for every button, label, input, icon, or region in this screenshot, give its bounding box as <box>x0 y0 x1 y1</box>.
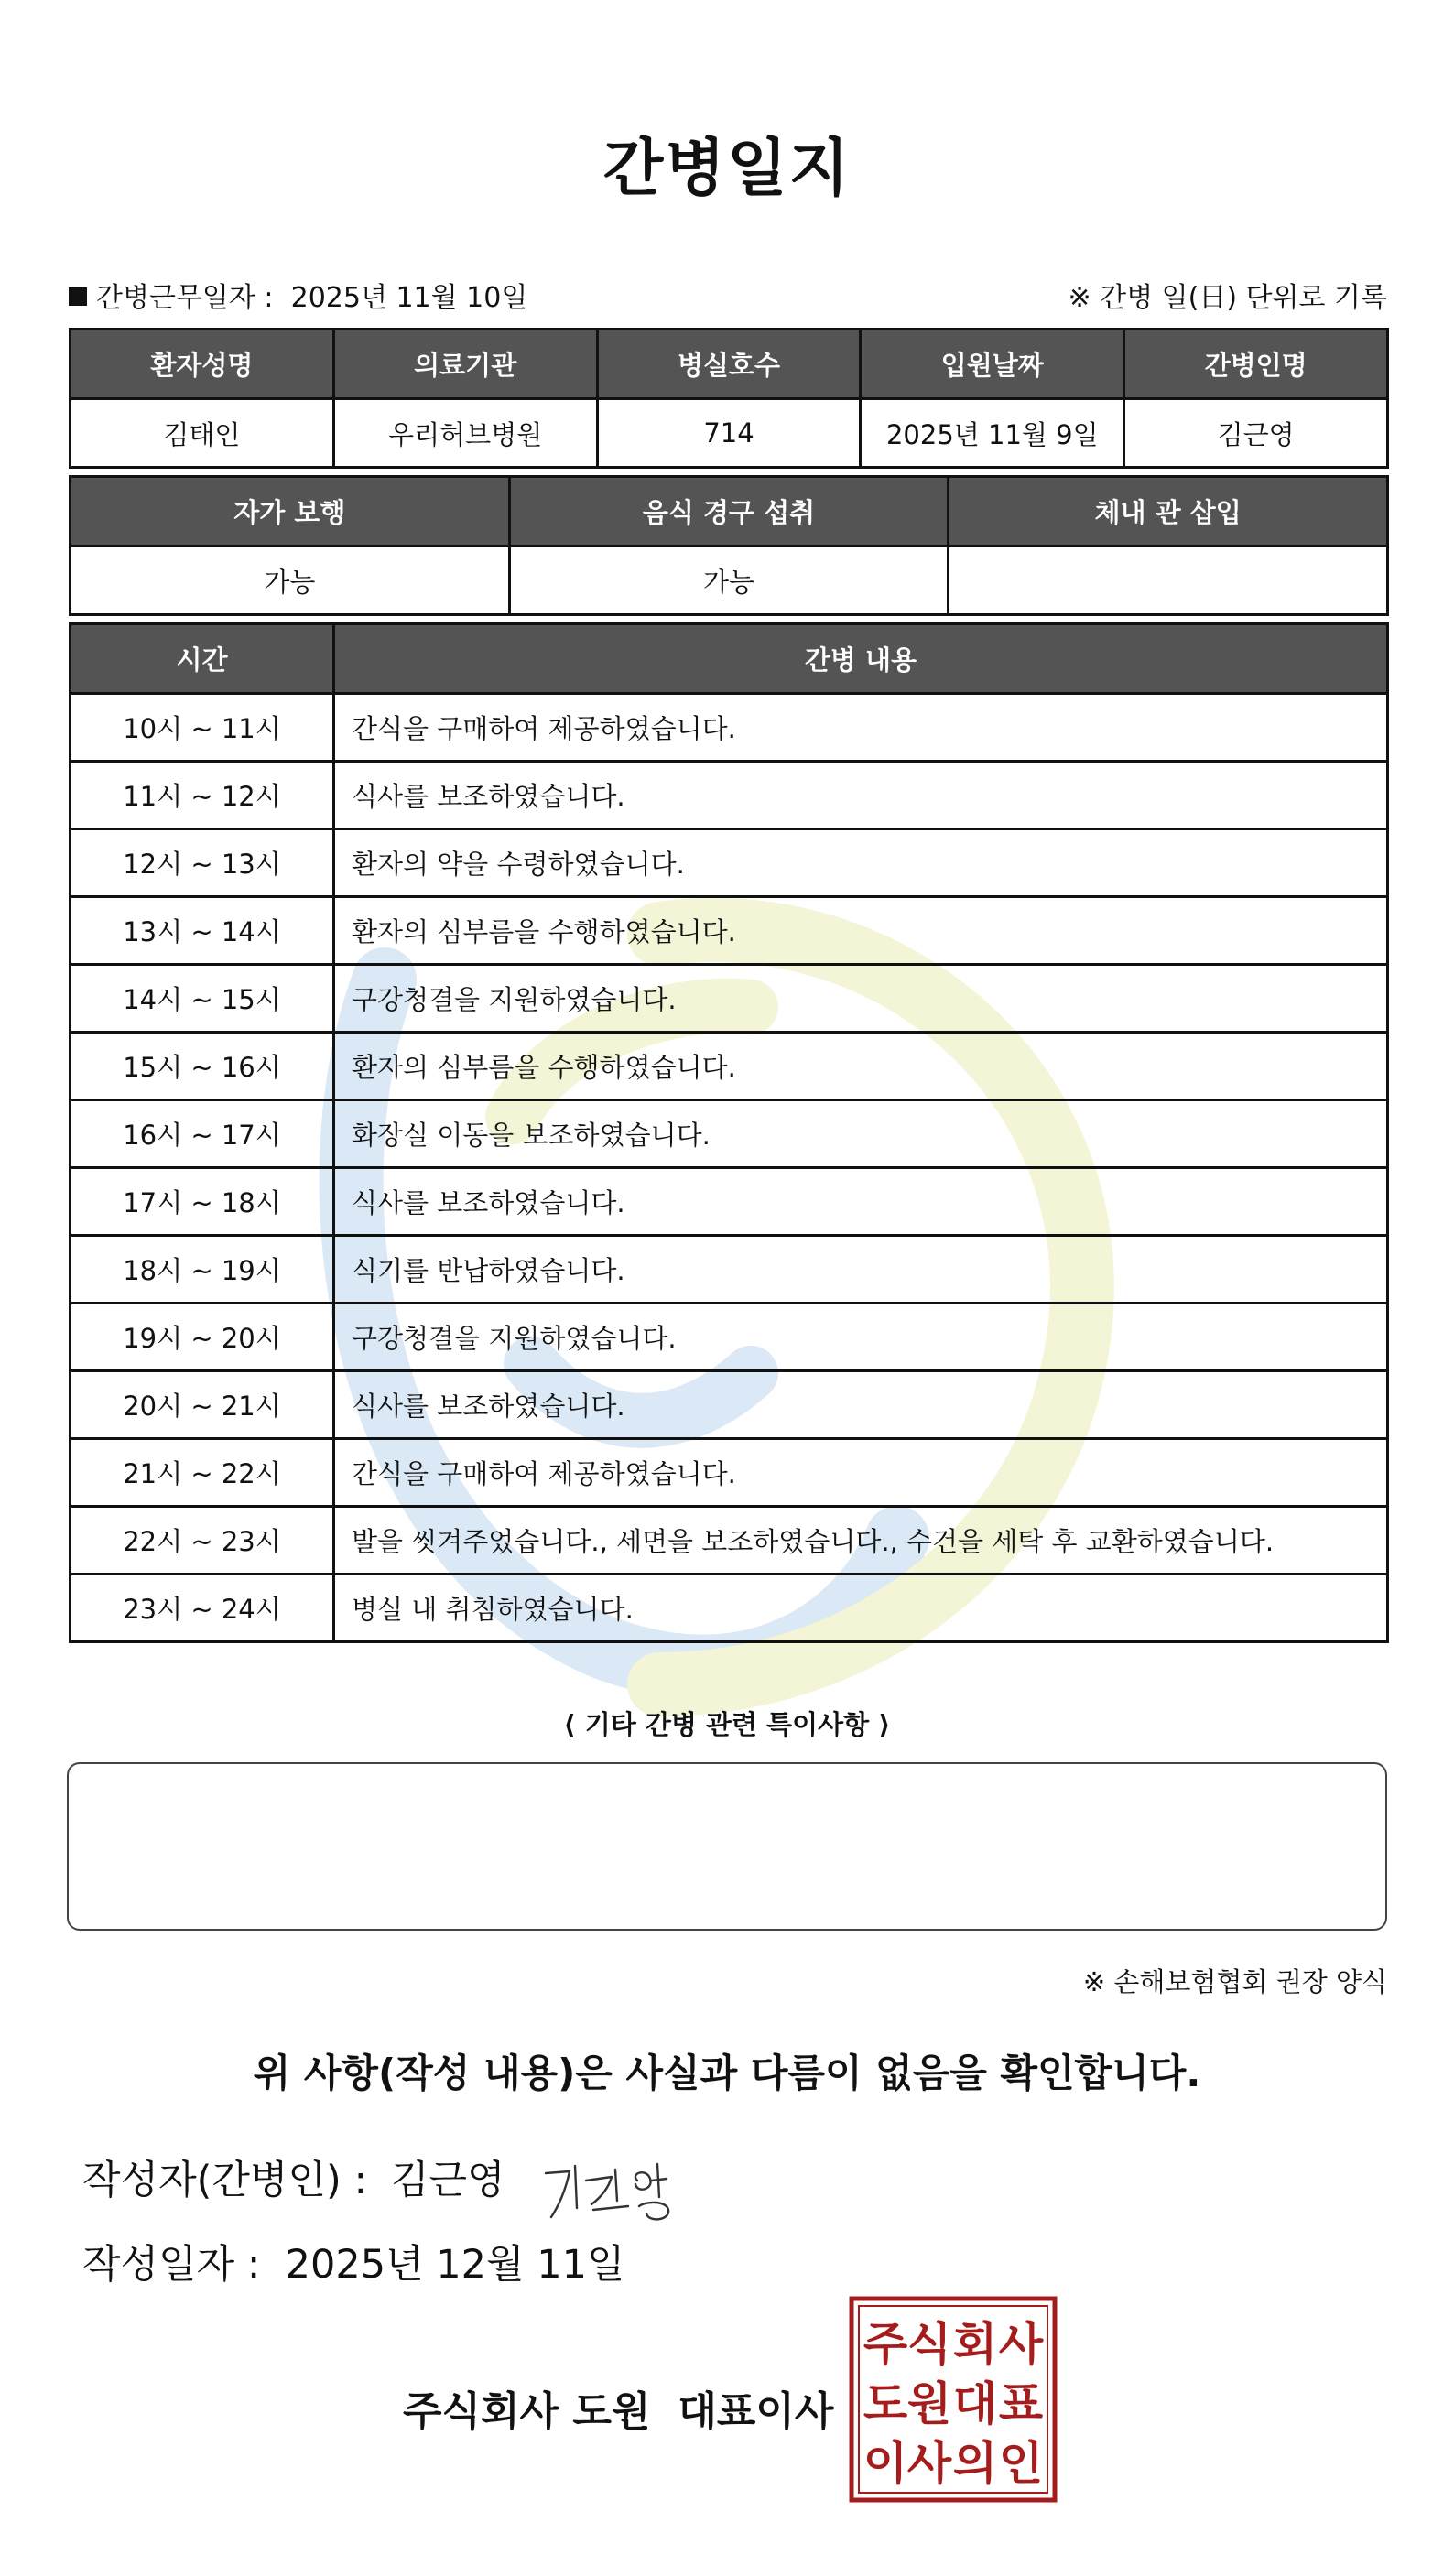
status-table <box>69 475 1389 616</box>
svg-text:대: 대 <box>952 2377 998 2430</box>
writer-line <box>82 2149 505 2205</box>
content-cell: 구강청결을 지원하였습니다. <box>334 1304 1388 1371</box>
admission-date: 2025년 11월 9일 <box>861 399 1124 468</box>
header-self-walking: 자가 보행 <box>71 477 510 547</box>
time-cell: 19시 ~ 20시 <box>71 1304 334 1371</box>
content-cell: 식기를 반납하였습니다. <box>334 1236 1388 1304</box>
table-row <box>71 1439 1388 1507</box>
svg-text:원: 원 <box>906 2377 952 2430</box>
written-date-line <box>82 2234 624 2289</box>
header-hospital: 의료기관 <box>333 330 597 399</box>
svg-text:사: 사 <box>906 2437 952 2490</box>
written-date-label: 작성일자 : <box>82 2242 261 2288</box>
header-caregiver-name: 간병인명 <box>1124 330 1388 399</box>
table-header-row <box>71 330 1388 399</box>
company-title: 대표이사 <box>678 2388 834 2435</box>
table-row <box>71 829 1388 897</box>
confirmation-statement: 위 사항(작성 내용)은 사실과 다름이 없음을 확인합니다. <box>253 2051 1201 2095</box>
patient-name: 김태인 <box>71 399 334 468</box>
svg-text:주: 주 <box>863 2318 908 2371</box>
svg-text:의: 의 <box>952 2437 998 2490</box>
content-cell: 환자의 심부름을 수행하였습니다. <box>334 897 1388 965</box>
content-cell: 구강청결을 지원하였습니다. <box>334 965 1388 1033</box>
square-bullet-icon <box>69 287 87 306</box>
caregiver-name: 김근영 <box>1124 399 1388 468</box>
recommendation-note: ※ 손해보험협회 권장 양식 <box>1082 1966 1387 1997</box>
content-cell: 화장실 이동을 보조하였습니다. <box>334 1100 1388 1168</box>
table-row <box>71 965 1388 1033</box>
time-cell: 21시 ~ 22시 <box>71 1439 334 1507</box>
handwritten-signature <box>538 2153 699 2226</box>
oral-intake-value: 가능 <box>509 547 949 615</box>
notes-title: ⟨ 기타 간병 관련 특이사항 ⟩ <box>563 1709 891 1740</box>
table-row <box>71 1575 1388 1642</box>
table-header-row <box>71 624 1388 694</box>
time-cell: 17시 ~ 18시 <box>71 1168 334 1236</box>
content-cell: 간식을 구매하여 제공하였습니다. <box>334 1439 1388 1507</box>
tube-insertion-value <box>949 547 1388 615</box>
written-date-value: 2025년 12월 11일 <box>285 2242 625 2288</box>
patient-table <box>69 328 1389 469</box>
header-time: 시간 <box>71 624 334 694</box>
time-cell: 20시 ~ 21시 <box>71 1371 334 1439</box>
table-row <box>71 1507 1388 1575</box>
table-row <box>71 1100 1388 1168</box>
time-cell: 10시 ~ 11시 <box>71 694 334 762</box>
care-log-table <box>69 622 1389 1643</box>
table-row <box>71 1371 1388 1439</box>
table-row <box>71 897 1388 965</box>
room-number: 714 <box>597 399 861 468</box>
time-cell: 18시 ~ 19시 <box>71 1236 334 1304</box>
time-cell: 15시 ~ 16시 <box>71 1033 334 1100</box>
svg-text:도: 도 <box>863 2377 908 2430</box>
header-patient-name: 환자성명 <box>71 330 334 399</box>
table-row <box>71 1236 1388 1304</box>
content-cell: 병실 내 취침하였습니다. <box>334 1575 1388 1642</box>
table-row <box>71 547 1388 615</box>
time-cell: 12시 ~ 13시 <box>71 829 334 897</box>
time-cell: 13시 ~ 14시 <box>71 897 334 965</box>
header-oral-intake: 음식 경구 섭취 <box>509 477 949 547</box>
info-row <box>69 275 1387 314</box>
notes-box <box>67 1762 1387 1931</box>
table-row <box>71 1304 1388 1371</box>
time-cell: 11시 ~ 12시 <box>71 762 334 829</box>
table-row <box>71 1033 1388 1100</box>
work-date-value: 2025년 11월 10일 <box>290 282 528 314</box>
header-care-content: 간병 내용 <box>334 624 1388 694</box>
svg-text:표: 표 <box>998 2377 1044 2430</box>
company-name: 주식회사 도원 <box>403 2388 651 2435</box>
content-cell: 식사를 보조하였습니다. <box>334 1371 1388 1439</box>
header-tube-insertion: 체내 관 삽입 <box>949 477 1388 547</box>
time-cell: 22시 ~ 23시 <box>71 1507 334 1575</box>
writer-name: 김근영 <box>390 2158 505 2203</box>
svg-text:인: 인 <box>998 2437 1044 2490</box>
content-cell: 발을 씻겨주었습니다., 세면을 보조하였습니다., 수건을 세탁 후 교환하였습니다. <box>334 1507 1388 1575</box>
header-admission-date: 입원날짜 <box>861 330 1124 399</box>
table-row <box>71 694 1388 762</box>
content-cell: 식사를 보조하였습니다. <box>334 1168 1388 1236</box>
content-cell: 식사를 보조하였습니다. <box>334 762 1388 829</box>
svg-text:회: 회 <box>952 2318 998 2371</box>
work-date-label: 간병근무일자 : <box>96 282 274 314</box>
table-header-row <box>71 477 1388 547</box>
content-cell: 환자의 심부름을 수행하였습니다. <box>334 1033 1388 1100</box>
svg-text:이: 이 <box>863 2437 908 2490</box>
hospital: 우리허브병원 <box>333 399 597 468</box>
writer-label: 작성자(간병인) : <box>82 2158 367 2203</box>
svg-text:식: 식 <box>906 2318 952 2371</box>
company-line <box>403 2378 833 2437</box>
svg-text:사: 사 <box>998 2318 1044 2371</box>
content-cell: 환자의 약을 수령하였습니다. <box>334 829 1388 897</box>
time-cell: 16시 ~ 17시 <box>71 1100 334 1168</box>
work-date <box>69 275 527 315</box>
record-note: ※ 간병 일(日) 단위로 기록 <box>1068 282 1387 314</box>
document-title: 간병일지 <box>602 133 852 205</box>
time-cell: 23시 ~ 24시 <box>71 1575 334 1642</box>
content-cell: 간식을 구매하여 제공하였습니다. <box>334 694 1388 762</box>
time-cell: 14시 ~ 15시 <box>71 965 334 1033</box>
table-row <box>71 1168 1388 1236</box>
table-row <box>71 399 1388 468</box>
table-row <box>71 762 1388 829</box>
self-walking-value: 가능 <box>71 547 510 615</box>
header-room-number: 병실호수 <box>597 330 861 399</box>
company-seal <box>849 2296 1058 2503</box>
